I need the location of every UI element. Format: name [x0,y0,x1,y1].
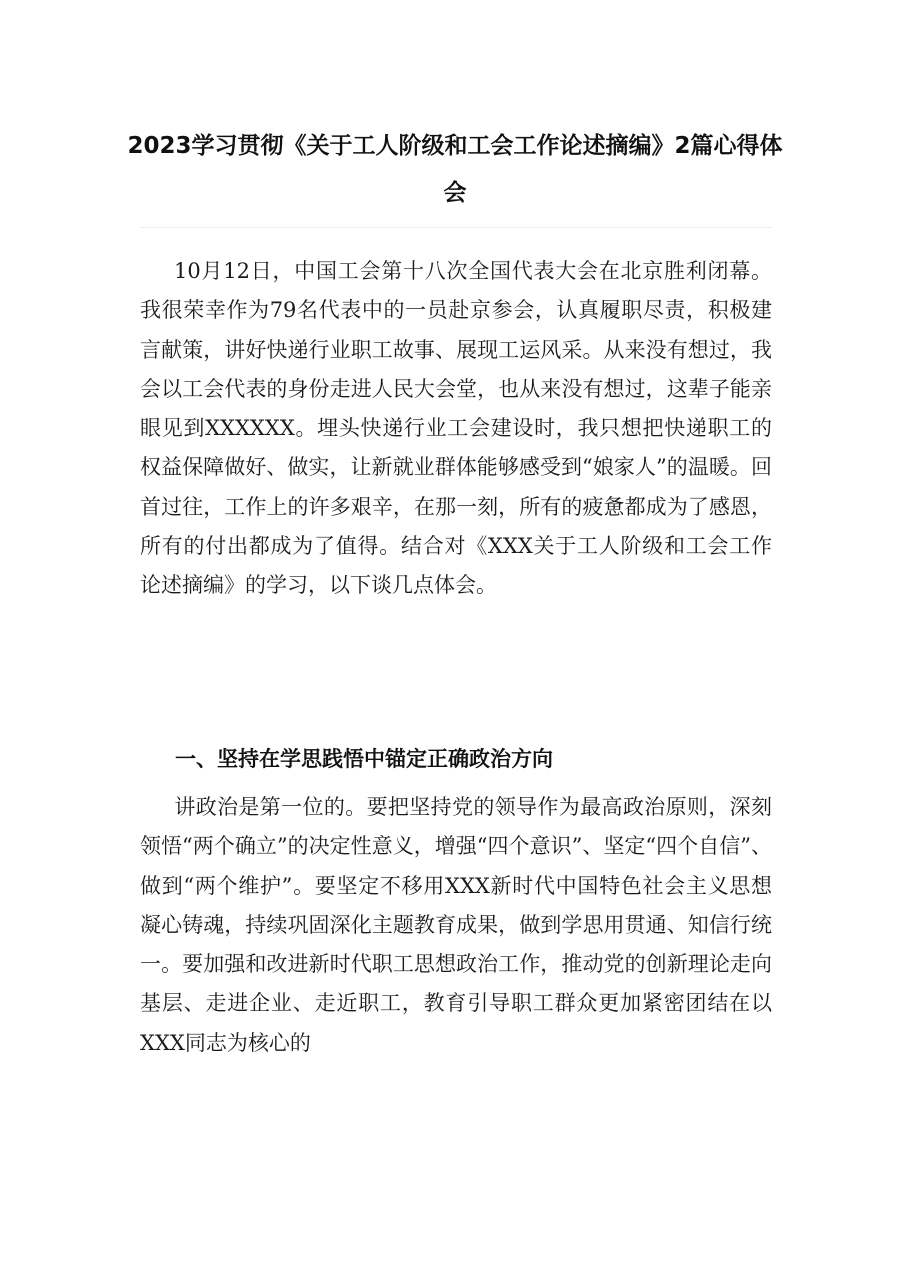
paragraph-section-1 [140,788,772,1063]
title-divider [140,227,772,228]
paragraph-section-1-text: 讲政治是第一位的。要把坚持党的领导作为最高政治原则，深刻领悟“两个确立”的决定性意义，增强“四个意识”、坚定“四个自信”、做到“两个维护”。要坚定不移用XXX新时代中国特色社会主义思想凝心铸魂，持续巩固深化主题教育成果，做到学思用贯通、知信行统一。要加强和改进新时代职工思想政治工作，推动党的创新理论走向基层、走进企业、走近职工，教育引导职工群众更加紧密团结在以XXX同志为核心的 [140,795,772,1055]
document-title: 2023学习贯彻《关于工人阶级和工会工作论述摘编》2篇心得体会 [127,133,783,206]
section-heading-1: 一、坚持在学思践悟中锚定正确政治方向 [175,747,553,771]
paragraph-intro [140,252,772,606]
paragraph-intro-text: 10月12日，中国工会第十八次全国代表大会在北京胜利闭幕。我很荣幸作为79名代表中的一员赴京参会，认真履职尽责，积极建言献策，讲好快递行业职工故事、展现工运风采。从来没有想过，我会以工会代表的身份走进人民大会堂，也从来没有想过，这辈子能亲眼见到XXXXXX。埋头快递行业工会建设时，我只想把快递职工的权益保障做好、做实，让新就业群体能够感受到“娘家人”的温暖。回首过往，工作上的许多艰辛，在那一刻，所有的疲惫都成为了感恩，所有的付出都成为了值得。结合对《XXX关于工人阶级和工会工作论述摘编》的学习，以下谈几点体会。 [140,259,772,598]
